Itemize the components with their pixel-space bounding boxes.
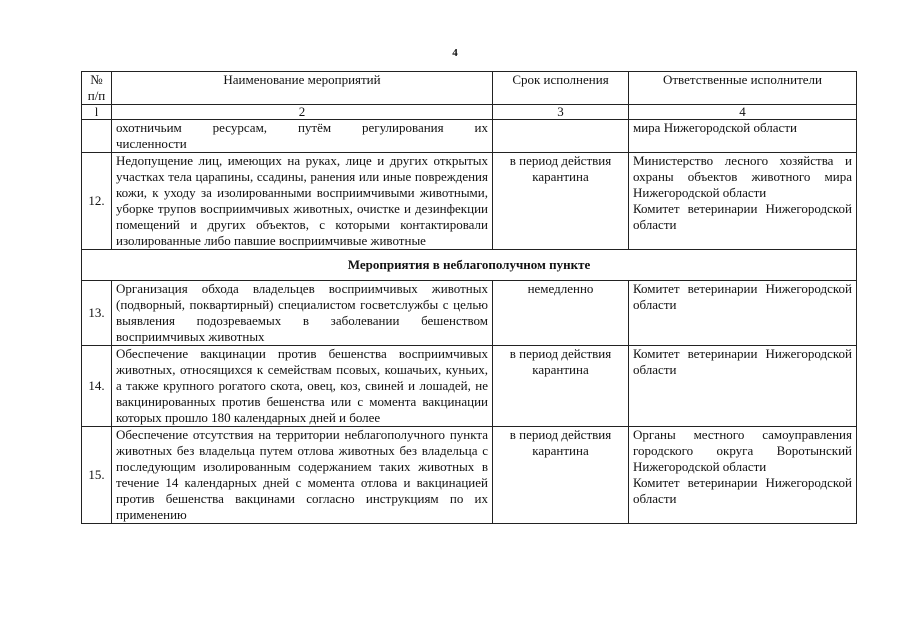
row-text: Обеспечение вакцинации против бешенства восприимчивых животных, относящихся к семействам псовых, кошачьих, куньих, а также крупного рогатого скота, овец, коз, свиней и лошадей, не вакцинированных против бешенства или с момента вакцинации которых прошло 180 календарных дней и более: [112, 346, 493, 427]
table-row-12: [82, 153, 857, 250]
responsible-1: Комитет ветеринарии Нижегородской области: [633, 346, 852, 377]
page-number: 4: [452, 47, 458, 59]
column-index-3: 3: [493, 105, 629, 120]
row-responsible: [629, 153, 857, 250]
column-index-row: [82, 105, 857, 120]
table-header-row: [82, 72, 857, 105]
header-num: № п/п: [82, 72, 112, 105]
continuation-line-2: численности: [116, 136, 187, 151]
header-deadline: Срок исполнения: [493, 72, 629, 105]
header-name: Наименование мероприятий: [112, 72, 493, 105]
row-num: 14.: [82, 346, 112, 427]
row-text: [112, 120, 493, 153]
responsible-2: Комитет ветеринарии Нижегородской области: [633, 475, 852, 506]
responsible-1: Комитет ветеринарии Нижегородской области: [633, 281, 852, 312]
table-row-15: [82, 427, 857, 524]
row-responsible: мира Нижегородской области: [629, 120, 857, 153]
row-num: [82, 120, 112, 153]
row-deadline: [493, 120, 629, 153]
row-text: Обеспечение отсутствия на территории неблагополучного пункта животных без владельца путем отлова животных без владельца с последующим изолированным содержанием таких животных в течение 14 календарных дней с момента отлова и вакцинацией против бешенства вакцинами согласно инструкциям по их применению: [112, 427, 493, 524]
row-deadline: в период действия карантина: [493, 427, 629, 524]
table-row-14: [82, 346, 857, 427]
header-responsible: Ответственные исполнители: [629, 72, 857, 105]
row-responsible: [629, 281, 857, 346]
continuation-line-1: охотничьим ресурсам, путём регулирования их: [116, 120, 488, 135]
row-num: 12.: [82, 153, 112, 250]
row-deadline: немедленно: [493, 281, 629, 346]
table-row-continuation: [82, 120, 857, 153]
responsible-2: Комитет ветеринарии Нижегородской области: [633, 201, 852, 232]
row-num: 15.: [82, 427, 112, 524]
responsible-1: Органы местного самоуправления городского округа Воротынский Нижегородской области: [633, 427, 852, 474]
row-text: Недопущение лиц, имеющих на руках, лице и других открытых участках тела царапины, ссадины, ранения или иные повреждения кожи, к уходу за изолированными восприимчивыми животными, уборке трупов восприимчивых животных, очистке и дезинфекции помещений и других объектов, с которыми контактировали изолированные либо павшие восприимчивые животные: [112, 153, 493, 250]
row-text: Организация обхода владельцев восприимчивых животных (подворный, поквартирный) специалистом госветслужбы с целью выявления подозреваемых в заболевании бешенством восприимчивых животных: [112, 281, 493, 346]
column-index-2: 2: [112, 105, 493, 120]
column-index-4: 4: [629, 105, 857, 120]
row-responsible: [629, 346, 857, 427]
responsible-1: Министерство лесного хозяйства и охраны объектов животного мира Нижегородской области: [633, 153, 852, 200]
section-title: Мероприятия в неблагополучном пункте: [82, 250, 857, 281]
table-row-13: [82, 281, 857, 346]
row-deadline: в период действия карантина: [493, 153, 629, 250]
row-num: 13.: [82, 281, 112, 346]
column-index-1: l: [82, 105, 112, 120]
measures-table: [81, 71, 857, 524]
row-deadline: в период действия карантина: [493, 346, 629, 427]
section-row: [82, 250, 857, 281]
row-responsible: [629, 427, 857, 524]
